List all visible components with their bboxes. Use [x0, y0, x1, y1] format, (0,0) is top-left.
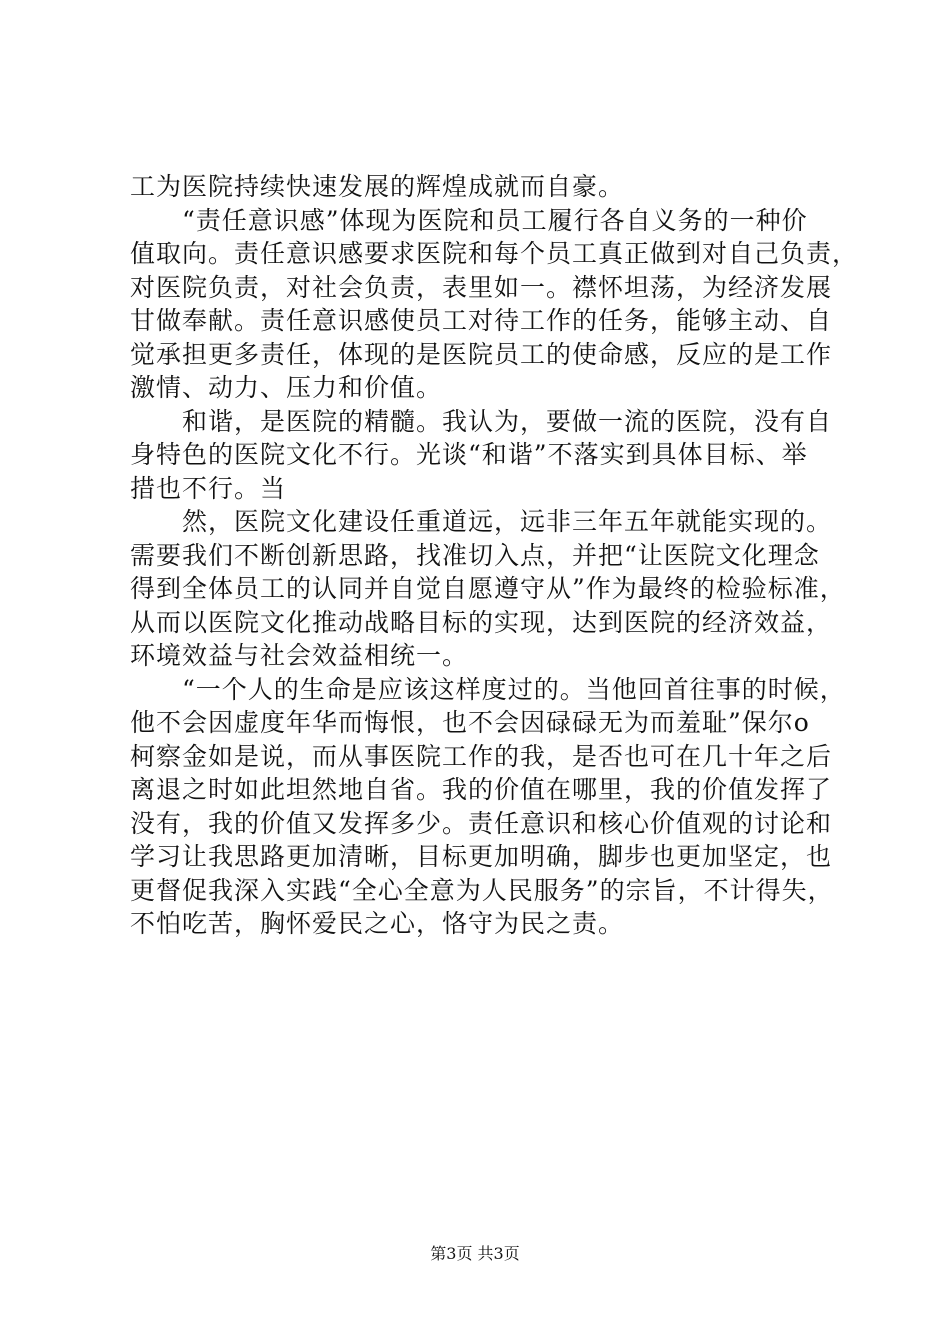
text-line: 环境效益与社会效益相统一。 [130, 641, 469, 670]
text-line: 不怕吃苦，胸怀爱民之心，恪守为民之责。 [130, 909, 625, 938]
body-text [130, 170, 859, 941]
text-line: 和谐，是医院的精髓。我认为，要做一流的医院，没有自 [130, 406, 833, 436]
text-line: 离退之时如此坦然地自省。我的价值在哪里，我的价值发挥了 [130, 775, 833, 804]
text-line: 对医院负责，对社会负责，表里如一。襟怀坦荡，为经济发展 [130, 272, 833, 302]
text-line: 措也不行。当 [130, 473, 287, 503]
text-line: 得到全体员工的认同并自觉自愿遵守从”作为最终的检验标准， [130, 574, 846, 603]
page-number-footer: 第3页 共3页 [430, 1244, 520, 1263]
text-line: 甘做奉献。责任意识感使员工对待工作的任务，能够主动、自 [130, 306, 833, 335]
text-line: 他不会因虚度年华而悔恨，也不会因碌碌无为而羞耻”保尔o [130, 708, 810, 737]
text-line: 值取向。责任意识感要求医院和每个员工真正做到对自己负责， [130, 239, 859, 268]
text-line: 工为医院持续快速发展的辉煌成就而自豪。 [130, 172, 625, 201]
text-line: 然，医院文化建设任重道远，远非三年五年就能实现的。 [130, 507, 833, 536]
text-line: “责任意识感”体现为医院和员工履行各自义务的一种价 [130, 205, 808, 235]
text-line: 柯察金如是说，而从事医院工作的我，是否也可在几十年之后 [130, 741, 833, 771]
text-line: 没有，我的价值又发挥多少。责任意识和核心价值观的讨论和 [130, 808, 833, 838]
text-line: 身特色的医院文化不行。光谈“和谐”不落实到具体目标、举 [130, 440, 808, 469]
text-line: 学习让我思路更加清晰，目标更加明确，脚步也更加坚定，也 [130, 842, 833, 871]
text-line: 需要我们不断创新思路，找准切入点，并把“让医院文化理念 [130, 540, 820, 570]
text-line: 从而以医院文化推动战略目标的实现，达到医院的经济效益， [130, 607, 833, 637]
text-line: 更督促我深入实践“全心全意为人民服务”的宗旨，不计得失， [130, 875, 834, 905]
text-line: 觉承担更多责任，体现的是医院员工的使命感，反应的是工作 [130, 339, 833, 369]
text-line: 激情、动力、压力和价值。 [130, 373, 443, 402]
text-line: “一个人的生命是应该这样度过的。当他回首往事的时候， [130, 674, 846, 704]
